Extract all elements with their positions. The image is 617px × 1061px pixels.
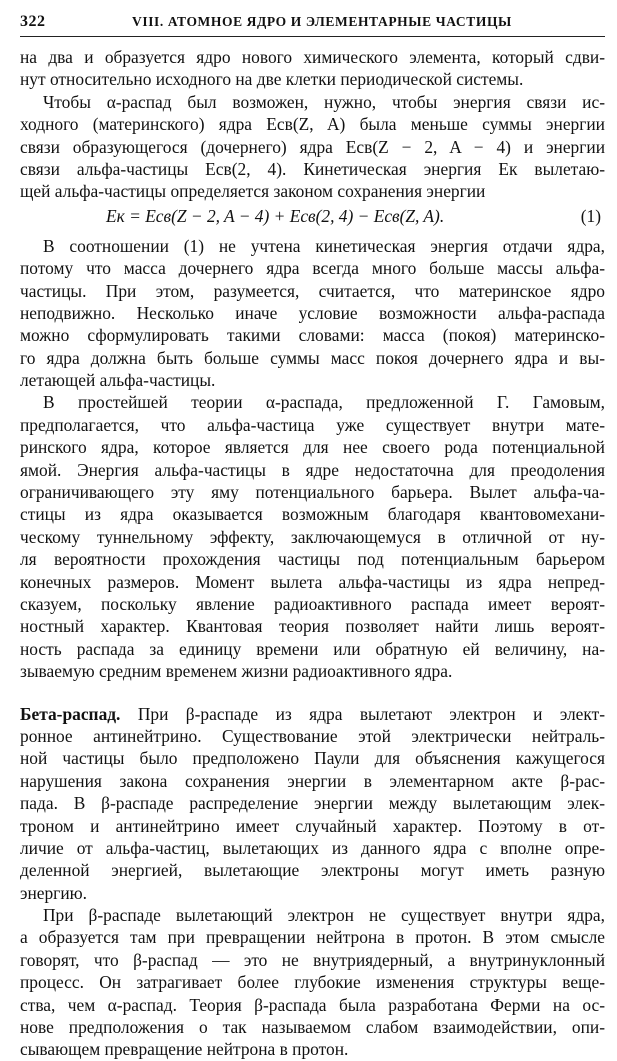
text-line: В соотношении (1) не учтена кинетическая энергия отдачи ядра,	[43, 235, 605, 256]
text-line: нове предположения о так называемом слабом взаимодействии, опи-	[20, 1017, 605, 1038]
page-body	[20, 46, 605, 1061]
text-line: щей альфа-частицы определяется законом сохранения энергии	[20, 181, 486, 202]
text-line: ства, чем α-распад. Теория β-распада была разработана Ферми на ос-	[20, 994, 605, 1015]
section-first-line: При β-распаде из ядра вылетают электрон и элект-	[120, 703, 605, 724]
text-line: на два и образуется ядро нового химического элемента, который сдви-	[20, 47, 605, 67]
text-line: можно сформулировать такими словами: масса (покоя) материнско-	[20, 325, 605, 346]
text-line: ронное антинейтрино. Существование этой электрически нейтраль-	[20, 725, 605, 746]
section-heading: Бета-распад.	[20, 703, 121, 724]
text-line: го ядра должна быть больше суммы масс покоя дочернего ядра и вы-	[20, 347, 605, 368]
equation-1	[20, 203, 605, 229]
text-line: троном и антинейтрино имеет случайный характер. Поэтому в от-	[20, 815, 605, 836]
text-line: зываемую средним временем жизни радиоактивного ядра.	[20, 661, 453, 682]
text-line: сказуем, поскольку явление радиоактивного распада имеет вероят-	[20, 593, 605, 614]
text-line: ямой. Энергия альфа-частицы в ядре недостаточна для преодоления	[20, 459, 605, 480]
text-line: При β-распаде вылетающий электрон не существует внутри ядра,	[43, 905, 605, 926]
text-line: ческому туннельному эффекту, заключающемуся в отличной от ну-	[20, 526, 605, 547]
spacer	[20, 683, 605, 703]
paragraph-1	[20, 46, 605, 91]
text-line: процесс. Он затрагивает более глубокие изменения структуры веще-	[20, 972, 605, 993]
text-line: сывающем превращение нейтрона в протон.	[20, 1039, 349, 1060]
text-line: ограничивающего эту яму потенциального барьера. Вылет альфа-ча-	[20, 482, 605, 503]
text-line: ходного (материнского) ядра Eсв(Z, A) была меньше суммы энергии	[20, 114, 605, 135]
text-line: нарушения закона сохранения энергии в элементарном акте β-рас-	[20, 770, 605, 791]
text-line: пада. В β-распаде распределение энергии между вылетающим элек-	[20, 793, 605, 814]
equation-body: Eк = Eсв(Z − 2, A − 4) + Eсв(2, 4) − Eсв(Z, A).	[106, 205, 445, 226]
paragraph-6	[20, 904, 605, 1061]
text-line: летающей альфа-частицы.	[20, 370, 216, 391]
paragraph-3	[20, 235, 605, 392]
text-line: а образуется там при превращении нейтрона в протон. В этом смысле	[20, 927, 605, 948]
text-line: ной частицы было предположено Паули для объяснения кажущегося	[20, 748, 605, 769]
text-line: говорят, что β-распад — это не внутриядерный, а внутринуклонный	[20, 949, 605, 970]
page-number: 322	[20, 13, 46, 30]
text-line: стицы из ядра оказывается возможным благодаря квантовомехани-	[20, 504, 605, 525]
text-line: нут относительно исходного на две клетки периодической системы.	[20, 69, 524, 90]
text-line: частицы. При этом, разумеется, считается, что материнское ядро	[20, 280, 605, 301]
text-line: личие от альфа-частиц, вылетающих из данного ядра с вполне опре-	[20, 837, 605, 858]
text-line: предполагается, что альфа-частица уже существует внутри мате-	[20, 414, 605, 435]
text-line: ринского ядра, которое является для нее своего рода потенциальной	[20, 437, 605, 458]
text-line: неподвижно. Несколько иначе условие возможности альфа-распада	[20, 302, 605, 323]
text-line: ность распада за единицу времени или обратную ей величину, на-	[20, 638, 605, 659]
text-line: ностный характер. Квантовая теория позволяет найти лишь вероят-	[20, 616, 605, 637]
text-line: деленной энергией, вылетающие электроны могут иметь разную	[20, 860, 605, 881]
text-line	[20, 703, 605, 725]
running-title: VIII. АТОМНОЕ ЯДРО И ЭЛЕМЕНТАРНЫЕ ЧАСТИЦЫ	[132, 14, 512, 29]
text-line: связи альфа-частицы Eсв(2, 4). Кинетическая энергия Eк вылетаю-	[20, 158, 605, 179]
text-line: потому что масса дочернего ядра всегда много больше массы альфа-	[20, 258, 605, 279]
text-line: ля вероятности прохождения частицы под потенциальным барьером	[20, 549, 605, 570]
text-line: Чтобы α-распад был возможен, нужно, чтобы энергия связи ис-	[43, 91, 605, 112]
text-line: связи образующегося (дочернего) ядра Eсв(Z − 2, A − 4) и энергии	[20, 136, 605, 157]
paragraph-beta-decay	[20, 703, 605, 905]
page-header	[20, 10, 605, 37]
text-line: конечных размеров. Момент вылета альфа-частицы из ядра непред-	[20, 571, 605, 592]
text-line: В простейшей теории α-распада, предложенной Г. Гамовым,	[43, 392, 605, 413]
paragraph-2	[20, 91, 605, 203]
equation-number: (1)	[580, 205, 601, 226]
text-line: энергию.	[20, 882, 87, 903]
paragraph-4	[20, 391, 605, 682]
